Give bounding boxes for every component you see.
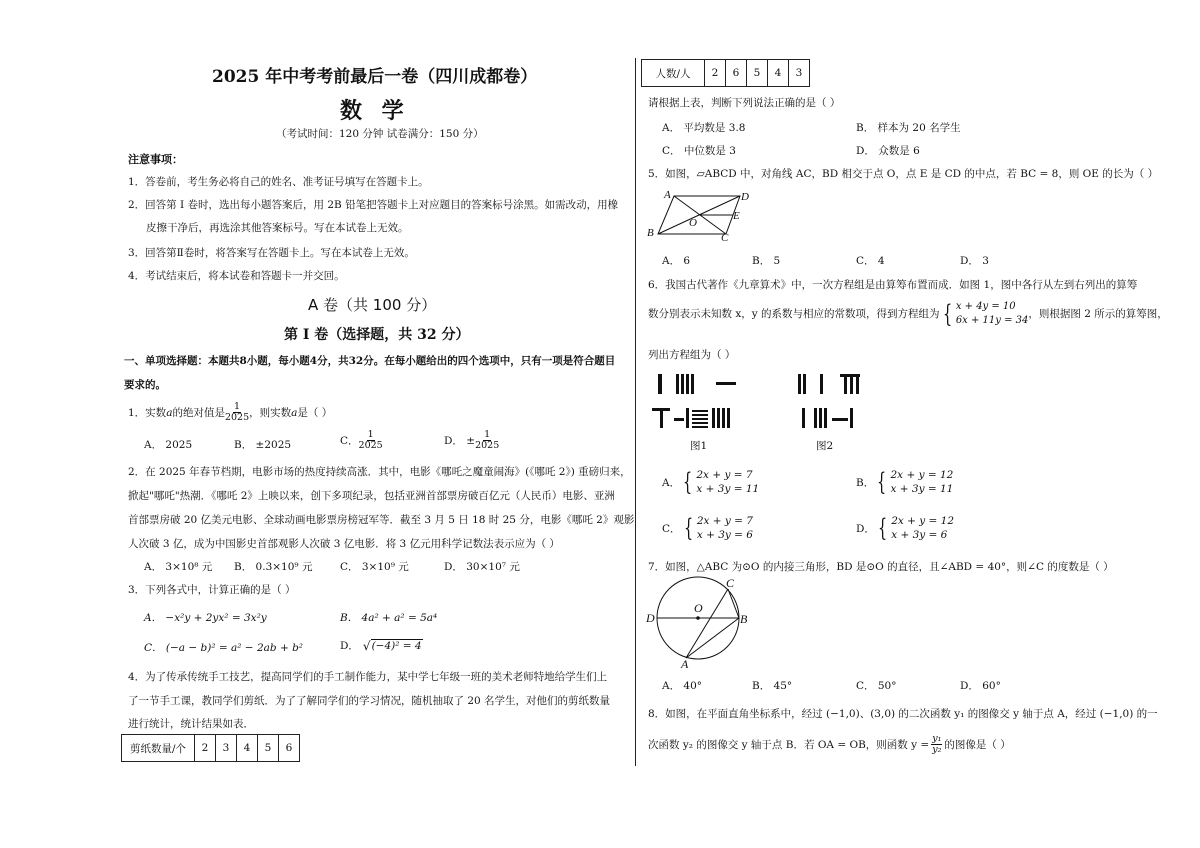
q5-option-a: A． 6 bbox=[662, 255, 691, 267]
instructions-line: 一、单项选择题：本题共8小题，每小题4分，共32分。在每小题给出的四个选项中，只有一项是符合题目 bbox=[124, 355, 616, 367]
table-cell: 5 bbox=[747, 60, 768, 87]
notes-heading: 注意事项： bbox=[128, 153, 183, 166]
table-header-cell: 剪纸数量/个 bbox=[122, 735, 195, 762]
q4-line: 进行统计，统计结果如表． bbox=[128, 718, 254, 730]
q2-option-a: A． 3×10⁸ 元 bbox=[144, 561, 213, 573]
table-header-cell: 人数/人 bbox=[642, 60, 705, 87]
table-cell: 2 bbox=[705, 60, 726, 87]
q6-line3: 列出方程组为（ ） bbox=[648, 349, 736, 361]
q5-option-c: C． 4 bbox=[856, 255, 885, 267]
q7-option-a: A． 40° bbox=[662, 680, 703, 692]
point-label: A bbox=[664, 189, 671, 201]
q4-option-b: B． 样本为 20 名学生 bbox=[856, 122, 961, 134]
q1-option-b: B． ±2025 bbox=[234, 439, 292, 451]
subject-title: 数 学 bbox=[340, 98, 410, 124]
q1-option-a: A． 2025 bbox=[144, 439, 193, 451]
chord-ab bbox=[686, 618, 739, 658]
q8-line1: 8．如图，在平面直角坐标系中，经过 (−1,0)、(3,0) 的二次函数 y₁ 的图像交 y 轴于点 A，经过 (−1,0) 的一 bbox=[648, 708, 1158, 720]
q6-option-d: D． { 2x + y = 12 x + 3y = 6 bbox=[856, 514, 955, 543]
point-label: D bbox=[646, 611, 655, 625]
q2-line: 掀起"哪吒"热潮．《哪吒 2》上映以来，创下多项纪录，包括亚洲首部票房破百亿元（人民币）电影、亚洲 bbox=[128, 490, 615, 502]
point-label: B bbox=[740, 612, 748, 626]
table-cell: 2 bbox=[195, 735, 216, 762]
q4-option-a: A． 平均数是 3.8 bbox=[662, 122, 746, 134]
point-label: D bbox=[741, 191, 749, 203]
q2-option-c: C． 3×10⁹ 元 bbox=[340, 561, 409, 573]
column-divider bbox=[635, 58, 636, 766]
figure-1-caption: 图1 bbox=[690, 440, 708, 452]
q6-option-b: B． { 2x + y = 12 x + 3y = 11 bbox=[856, 468, 954, 497]
exam-info: （考试时间：120 分钟 试卷满分：150 分） bbox=[276, 128, 484, 140]
point-label: O bbox=[689, 217, 697, 229]
note-item: 1．答卷前，考生务必将自己的姓名、准考证号填写在答题卡上。 bbox=[128, 176, 429, 188]
q5-stem: 5．如图，▱ABCD 中，对角线 AC，BD 相交于点 O，点 E 是 CD 的中点，若 BC = 8，则 OE 的长为（ ） bbox=[648, 168, 1159, 180]
instructions-line: 要求的。 bbox=[124, 379, 166, 391]
q4-table-count bbox=[121, 734, 300, 762]
point-label: E bbox=[733, 210, 740, 222]
counting-rods-figure-2 bbox=[794, 370, 874, 430]
q7-circle-figure bbox=[644, 576, 756, 670]
q8-line2: 次函数 y₂ 的图像交 y 轴于点 B．若 OA = OB，则函数 y = $\frac{\text{y₁}}{\text{y₂}}$ 的图像是（ ） bbox=[648, 733, 1011, 756]
table-cell: 6 bbox=[279, 735, 300, 762]
q4-option-c: C． 中位数是 3 bbox=[662, 145, 736, 157]
exam-title: 2025 年中考考前最后一卷（四川成都卷） bbox=[212, 67, 538, 87]
note-item: 2．回答第 I 卷时，选出每小题答案后，用 2B 铅笔把答题卡上对应题目的答案标号涂黑。如需改动，用橡 bbox=[128, 199, 619, 211]
q5-option-d: D． 3 bbox=[960, 255, 989, 267]
point-label: C bbox=[721, 232, 729, 242]
q3-option-b: B． 4a² + a² = 5a⁴ bbox=[340, 612, 438, 624]
table-cell: 4 bbox=[237, 735, 258, 762]
q1-stem: 1．实数 a 的绝对值是 $\frac{1}{2025}$ ，则实数 a 是（ ） bbox=[128, 401, 333, 424]
part1-heading: 第 I 卷（选择题，共 32 分） bbox=[284, 327, 470, 343]
q3-option-c: C． (−a − b)² = a² − 2ab + b² bbox=[144, 642, 304, 654]
point-label: A bbox=[681, 657, 689, 670]
q7-option-c: C． 50° bbox=[856, 680, 897, 692]
note-item: 3．回答第Ⅱ卷时，将答案写在答题卡上。写在本试卷上无效。 bbox=[128, 247, 415, 259]
chord-cb bbox=[728, 589, 739, 618]
q4-line: 4．为了传承传统手工技艺，提高同学们的手工制作能力，某中学七年级一班的美术老师特地给学生们上 bbox=[128, 671, 608, 683]
q3-stem: 3．下列各式中，计算正确的是（ ） bbox=[128, 584, 296, 596]
section-a-heading: A 卷（共 100 分） bbox=[308, 296, 437, 314]
q4-stem2: 请根据上表，判断下列说法正确的是（ ） bbox=[648, 97, 841, 109]
table-cell: 6 bbox=[726, 60, 747, 87]
note-item: 4．考试结束后，将本试卷和答题卡一并交回。 bbox=[128, 270, 345, 282]
q6-option-c: C． { 2x + y = 7 x + 3y = 6 bbox=[662, 514, 753, 543]
q6-option-a: A． { 2x + y = 7 x + 3y = 11 bbox=[662, 468, 760, 497]
q4-table-people bbox=[641, 59, 810, 87]
chord-ac bbox=[686, 589, 728, 658]
q4-line: 了一节手工课，教同学们剪纸．为了了解同学们的学习情况，随机抽取了 20 名学生，对他们的剪纸数量 bbox=[128, 695, 611, 707]
q3-option-d: D． √ (−4)² = 4 bbox=[340, 638, 422, 653]
table-cell: 3 bbox=[216, 735, 237, 762]
q7-option-b: B． 45° bbox=[752, 680, 793, 692]
q7-stem: 7．如图，△ABC 为⊙O 的内接三角形，BD 是⊙O 的直径，且∠ABD = 40°，则∠C 的度数是（ ） bbox=[648, 561, 1114, 573]
q6-line1: 6．我国古代著作《九章算术》中，一次方程组是由算筹布置而成．如图 1，图中各行从左到右列出的算筹 bbox=[648, 279, 1138, 291]
table-cell: 5 bbox=[258, 735, 279, 762]
center-point bbox=[696, 616, 700, 620]
q7-option-d: D． 60° bbox=[960, 680, 1001, 692]
q2-line: 首部票房破 20 亿美元电影、全球动画电影票房榜冠军等．截至 3 月 5 日 18 时 25 分，电影《哪吒 2》观影 bbox=[128, 514, 635, 526]
q1-option-c: C． $\frac{1}{2025}$ bbox=[340, 429, 383, 452]
q2-option-d: D． 30×10⁷ 元 bbox=[444, 561, 520, 573]
q5-parallelogram-figure bbox=[644, 186, 756, 242]
q5-option-b: B． 5 bbox=[752, 255, 781, 267]
q4-option-d: D． 众数是 6 bbox=[856, 145, 920, 157]
point-label: B bbox=[647, 227, 654, 239]
q2-option-b: B． 0.3×10⁹ 元 bbox=[234, 561, 313, 573]
counting-rods-figure-1 bbox=[650, 370, 740, 430]
q2-line: 人次破 3 亿，成为中国影史首部观影人次破 3 亿电影．将 3 亿元用科学记数法表示应为（ ） bbox=[128, 538, 560, 550]
table-cell: 4 bbox=[768, 60, 789, 87]
q6-line2: 数分别表示未知数 x，y 的系数与相应的常数项，得到方程组为 { x + 4y = 10 6x + 11y = 34 ，则根据图 2 所示的算筹图， bbox=[648, 299, 1168, 328]
q3-option-a: A． −x²y + 2yx² = 3x²y bbox=[144, 612, 267, 624]
point-label: C bbox=[726, 576, 735, 590]
figure-2-caption: 图2 bbox=[816, 440, 834, 452]
table-cell: 3 bbox=[789, 60, 810, 87]
q2-line: 2．在 2025 年春节档期，电影市场的热度持续高涨．其中，电影《哪吒之魔童闹海》(《哪吒 2》) 重磅归来， bbox=[128, 466, 631, 478]
point-label: O bbox=[694, 601, 703, 615]
note-item: 皮擦干净后，再选涂其他答案标号。写在本试卷上无效。 bbox=[146, 222, 409, 234]
q1-option-d: D． ± $\frac{1}{2025}$ bbox=[444, 429, 500, 452]
